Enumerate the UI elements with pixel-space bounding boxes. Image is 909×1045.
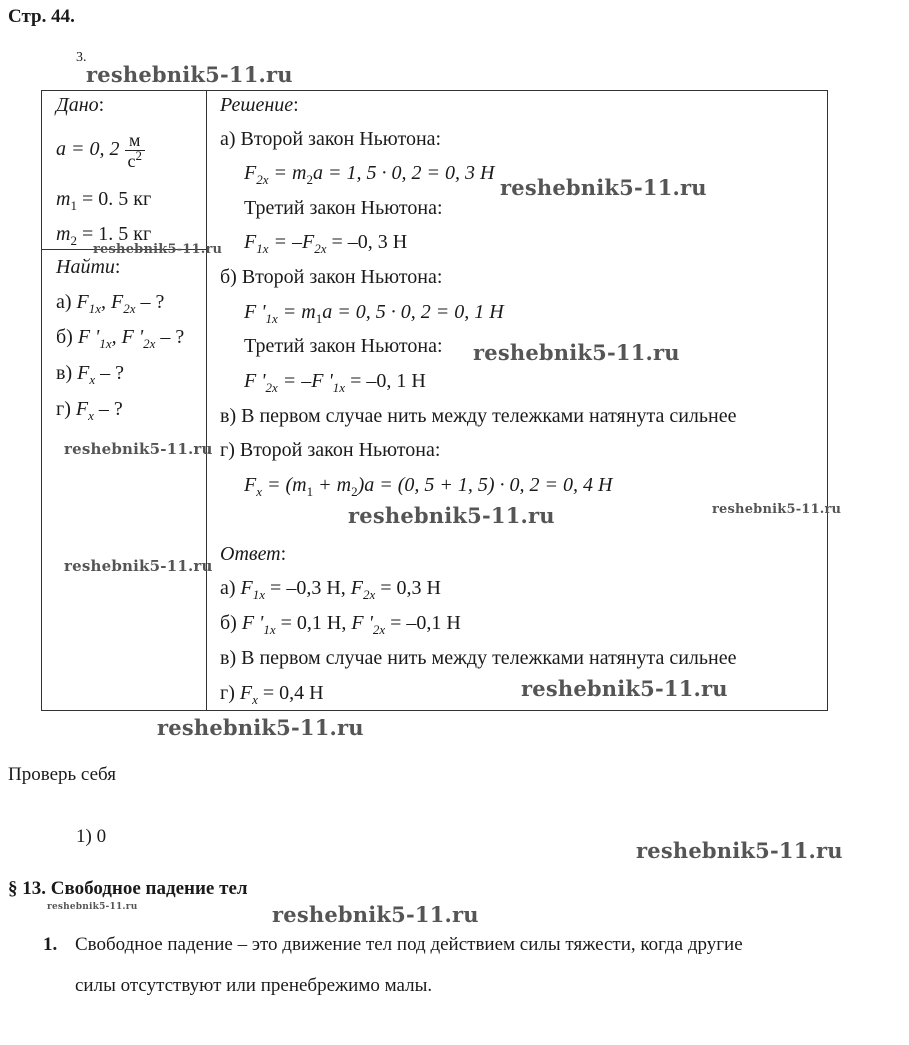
answer-d: г) $F_x = 0,4$ Н: [220, 682, 324, 707]
find-item-d: г) $F_x$ – ?: [56, 398, 123, 423]
solution-a-equation-1: $F_{2x} = m_2a = 1$, 5 · 0, 2 = 0, 3 Н: [244, 162, 495, 187]
answer-a: а) $F_{1x} = -0,3$ Н, $F_{2x} = 0,3$ Н: [220, 577, 442, 602]
find-label: Найти: [56, 256, 115, 278]
watermark: reshebnik5-11.ru: [64, 440, 213, 458]
solution-d-equation: $F_x = (m_1 + m_2)a = (0$, 5 + 1, 5) · 0, 2 = 0, 4 Н: [244, 474, 613, 499]
answer-c: в) В первом случае нить между тележками натянута сильнее: [220, 647, 737, 669]
solution-a-equation-2: $F_{1x} = -F_{2x} = -0$, 3 Н: [244, 231, 408, 256]
solution-a-third-law: Третий закон Ньютона:: [244, 197, 443, 219]
solution-label: Решение: [220, 94, 294, 116]
given-header: Дано:: [56, 94, 105, 116]
watermark: reshebnik5-11.ru: [64, 557, 213, 575]
solution-a-heading: а) Второй закон Ньютона:: [220, 128, 442, 150]
watermark: reshebnik5-11.ru: [86, 62, 293, 87]
solution-b-equation-1: F '$_{1x} = m_1a = 0$, 5 · 0, 2 = 0, 1 Н: [244, 301, 504, 326]
solution-c-text: в) В первом случае нить между тележками натянута сильнее: [220, 405, 737, 427]
section-item-number: 1.: [43, 934, 58, 955]
find-item-a: а) $F_{1x}$, $F_{2x}$ – ?: [56, 291, 165, 316]
given-mass-2: $m_2 = 1$. 5 кг: [56, 223, 152, 248]
solution-b-equation-2: F '$_{2x} = -F$ '$_{1x} = -0$, 1 Н: [244, 370, 426, 395]
watermark: reshebnik5-11.ru: [272, 902, 479, 927]
watermark: reshebnik5-11.ru: [636, 838, 843, 863]
task-number: 3.: [76, 50, 87, 65]
section-item-text-line-2: силы отсутствуют или пренебрежимо малы.: [75, 975, 433, 996]
section-item-text-line-1: Свободное падение – это движение тел под действием силы тяжести, когда другие: [75, 934, 743, 955]
check-yourself-title: Проверь себя: [8, 764, 116, 785]
find-header: Найти:: [56, 256, 121, 278]
given-mass-1: $m_1 = 0$. 5 кг: [56, 188, 152, 213]
solution-b-third-law: Третий закон Ньютона:: [244, 335, 443, 357]
watermark: reshebnik5-11.ru: [47, 902, 138, 912]
answer-b: б) F '$_{1x} = 0,1$ Н, F '$_{2x} = -0,1$ Н: [220, 612, 461, 637]
find-item-b: б) F '$_{1x}$, F '$_{2x}$ – ?: [56, 326, 185, 351]
solution-d-heading: г) Второй закон Ньютона:: [220, 439, 441, 461]
watermark: reshebnik5-11.ru: [521, 676, 728, 701]
table-divider-vertical: [206, 91, 207, 710]
solution-b-heading: б) Второй закон Ньютона:: [220, 266, 443, 288]
watermark: reshebnik5-11.ru: [712, 502, 842, 517]
solution-header: Решение:: [220, 94, 299, 116]
solution-table: [41, 90, 828, 711]
find-item-c: в) $F_x$ – ?: [56, 362, 124, 387]
watermark: reshebnik5-11.ru: [473, 340, 680, 365]
given-acceleration: a = 0, 2 $\frac{м}{с^2}$: [56, 127, 145, 171]
watermark: reshebnik5-11.ru: [157, 715, 364, 740]
acceleration-unit: $\frac{м}{с^2}$: [125, 130, 146, 171]
page-heading: Стр. 44.: [8, 6, 75, 27]
watermark: reshebnik5-11.ru: [93, 242, 223, 257]
section-title: § 13. Свободное падение тел: [8, 878, 248, 899]
watermark: reshebnik5-11.ru: [348, 503, 555, 528]
watermark: reshebnik5-11.ru: [500, 175, 707, 200]
given-label: Дано: [56, 94, 99, 116]
check-yourself-answer: 1) 0: [76, 826, 107, 847]
answer-label: Ответ: [220, 543, 281, 565]
answer-header: Ответ:: [220, 543, 287, 565]
